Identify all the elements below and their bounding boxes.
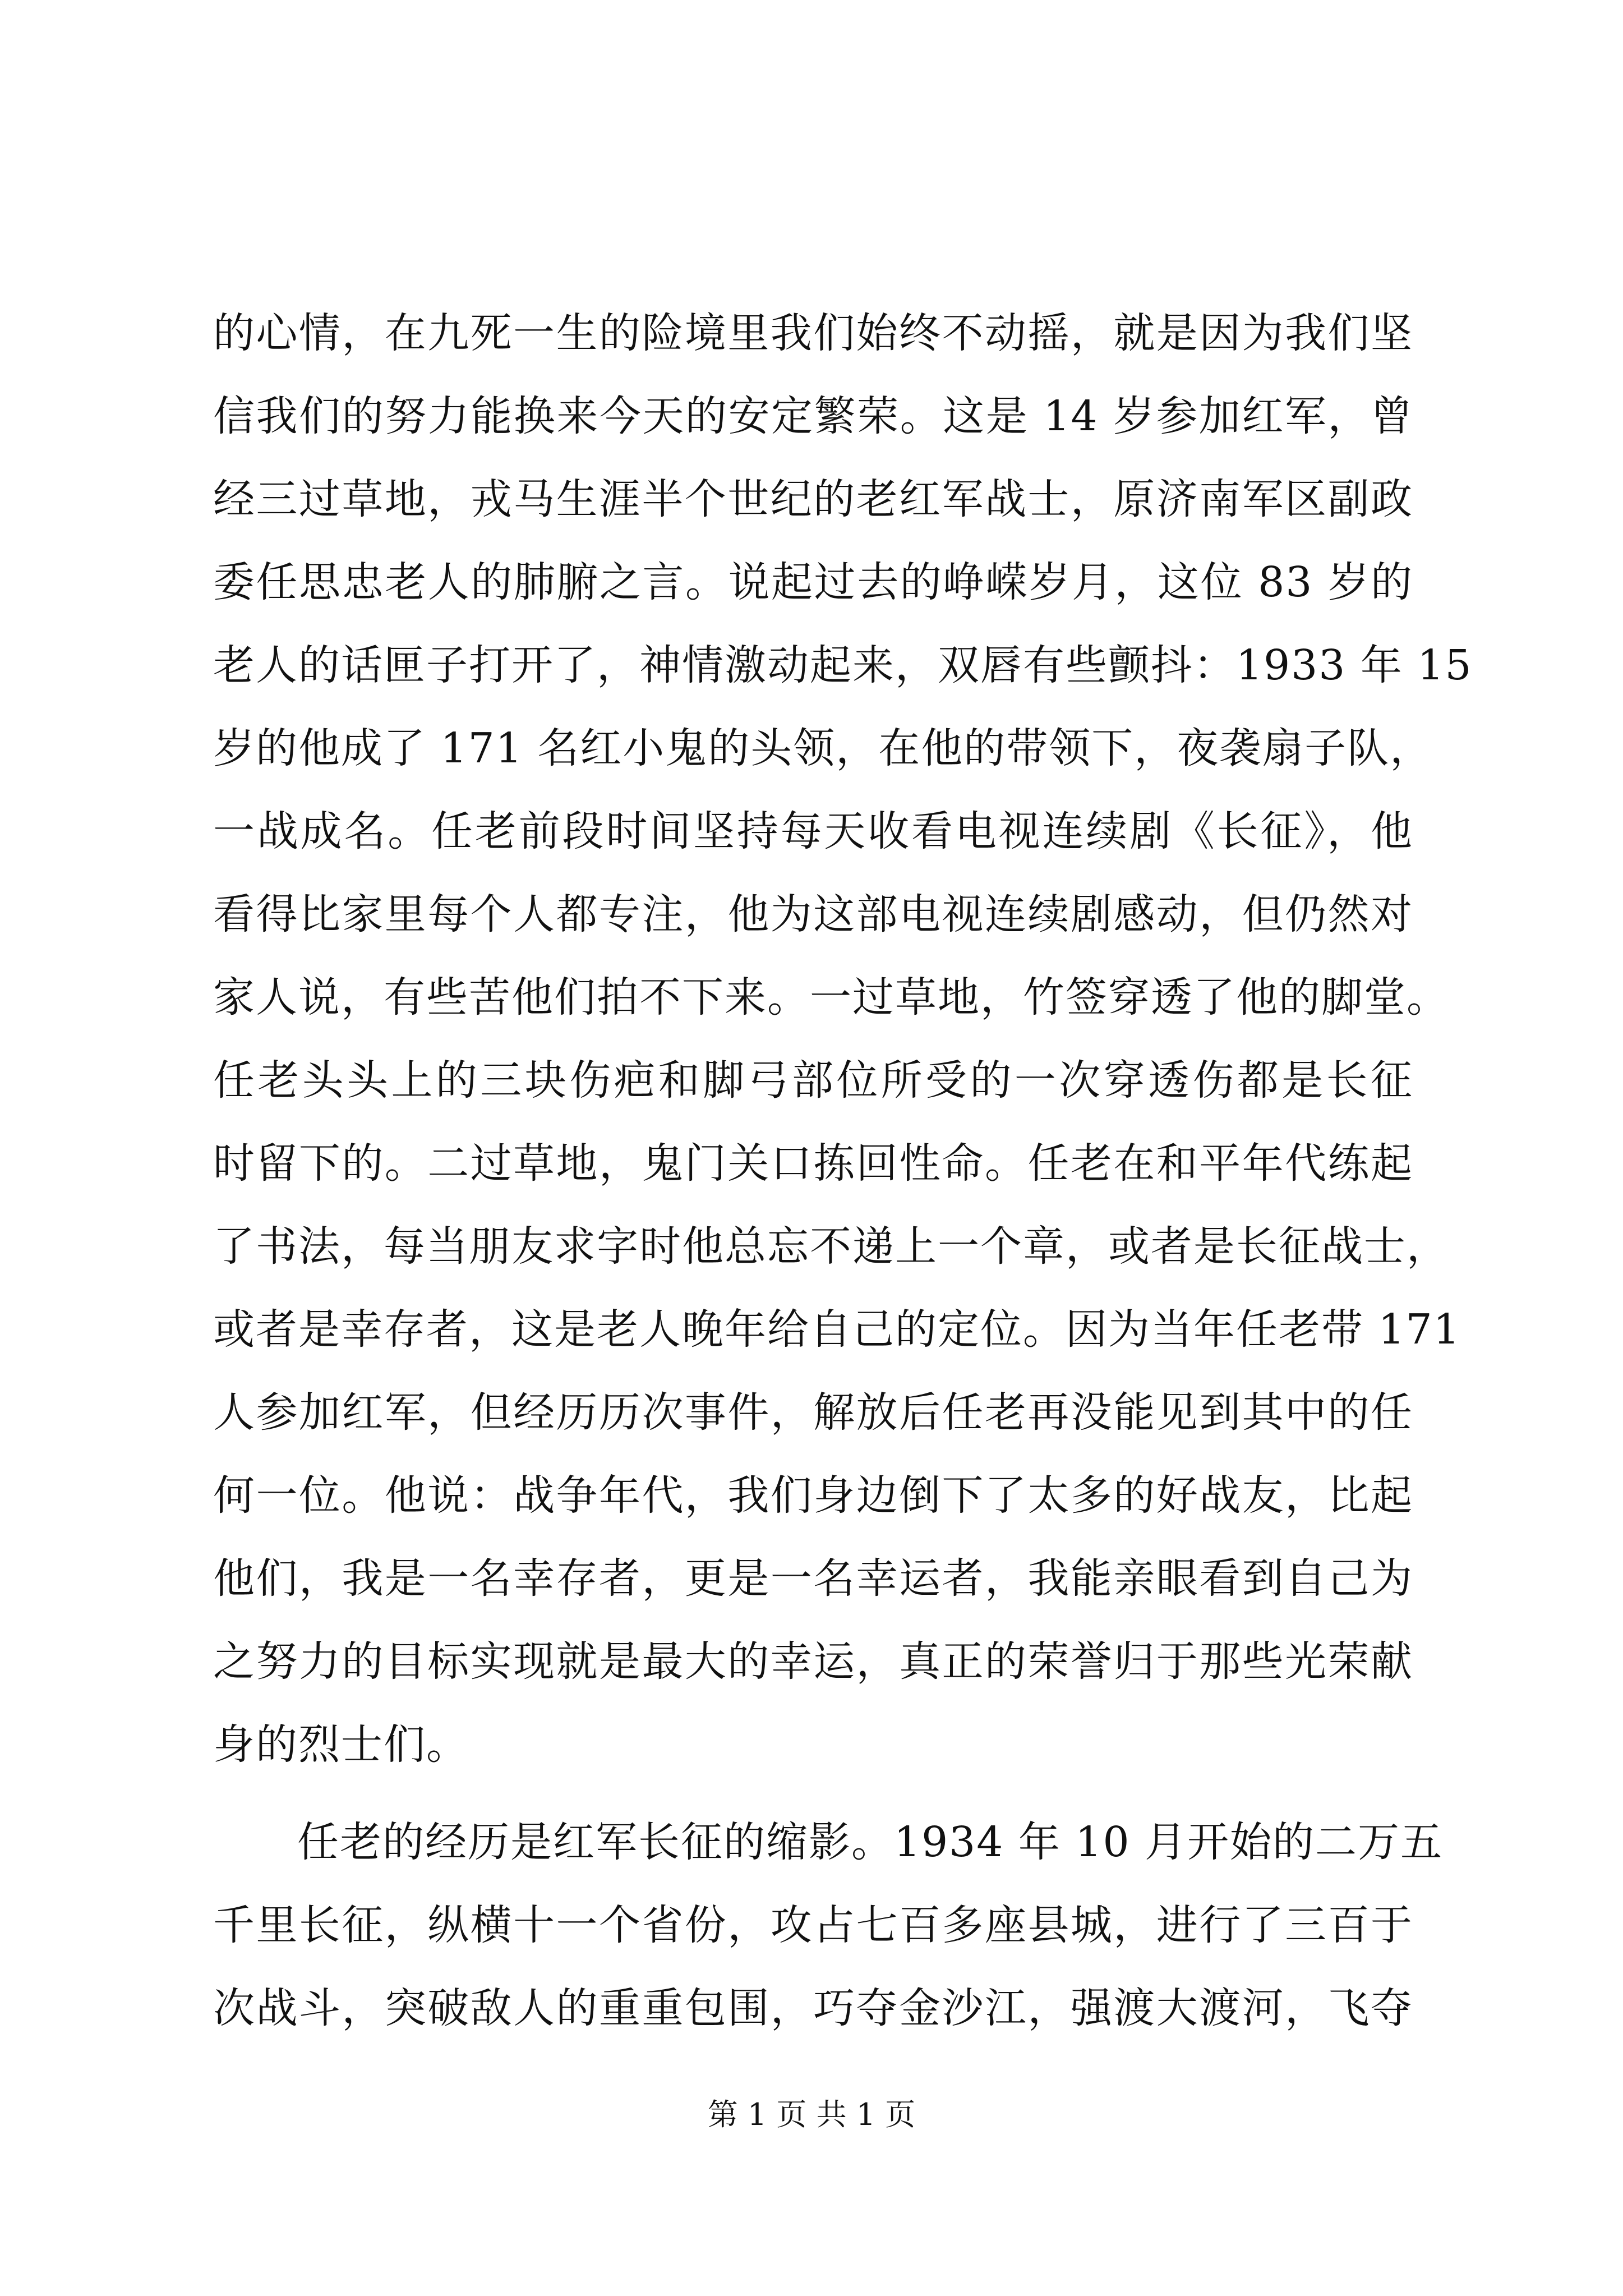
text-line: 时留下的。二过草地，鬼门关口拣回性命。任老在和平年代练起 xyxy=(213,1139,1413,1188)
text-line: 任老的经历是红军长征的缩影。1934 年 10 月开始的二万五 xyxy=(297,1818,1444,1866)
text-line: 看得比家里每个人都专注，他为这部电视连续剧感动，但仍然对 xyxy=(213,890,1413,938)
text-line: 他们，我是一名幸存者，更是一名幸运者，我能亲眼看到自己为 xyxy=(213,1554,1413,1603)
page-number-label: 第 1 页 共 1 页 xyxy=(707,2097,916,2132)
page-footer xyxy=(0,2095,1623,2134)
text-line: 身的烈士们。 xyxy=(213,1720,469,1769)
paragraph-2 xyxy=(213,1801,1444,2050)
text-line: 了书法，每当朋友求字时他总忘不递上一个章，或者是长征战士， xyxy=(213,1222,1449,1271)
text-line: 或者是幸存者，这是老人晚年给自己的定位。因为当年任老带 171 xyxy=(213,1305,1461,1354)
text-line: 千里长征，纵横十一个省份，攻占七百多座县城，进行了三百于 xyxy=(213,1901,1413,1949)
paragraph-spacer xyxy=(213,1786,1413,1801)
text-line: 老人的话匣子打开了，神情激动起来，双唇有些颤抖：1933 年 15 xyxy=(213,641,1473,689)
text-line: 信我们的努力能换来今天的安定繁荣。这是 14 岁参加红军，曾 xyxy=(213,392,1413,440)
text-line: 任老头头上的三块伤疤和脚弓部位所受的一次穿透伤都是长征 xyxy=(213,1056,1413,1105)
text-line: 人参加红军，但经历历次事件，解放后任老再没能见到其中的任 xyxy=(213,1388,1413,1437)
text-line: 经三过草地，戎马生涯半个世纪的老红军战士，原济南军区副政 xyxy=(213,475,1413,523)
paragraph-1 xyxy=(213,292,1473,1786)
document-body xyxy=(213,292,1473,2050)
text-line: 一战成名。任老前段时间坚持每天收看电视连续剧《长征》，他 xyxy=(213,807,1413,855)
text-line: 委任思忠老人的肺腑之言。说起过去的峥嵘岁月，这位 83 岁的 xyxy=(213,558,1413,606)
text-line: 何一位。他说：战争年代，我们身边倒下了太多的好战友，比起 xyxy=(213,1471,1413,1520)
text-line: 的心情，在九死一生的险境里我们始终不动摇，就是因为我们坚 xyxy=(213,309,1413,357)
text-line: 家人说，有些苦他们拍不下来。一过草地，竹签穿透了他的脚堂。 xyxy=(213,973,1449,1022)
text-line: 次战斗，突破敌人的重重包围，巧夺金沙江，强渡大渡河，飞夺 xyxy=(213,1984,1413,2032)
text-line: 岁的他成了 171 名红小鬼的头领，在他的带领下，夜袭扇子队， xyxy=(213,724,1433,772)
text-line: 之努力的目标实现就是最大的幸运，真正的荣誉归于那些光荣献 xyxy=(213,1637,1413,1686)
